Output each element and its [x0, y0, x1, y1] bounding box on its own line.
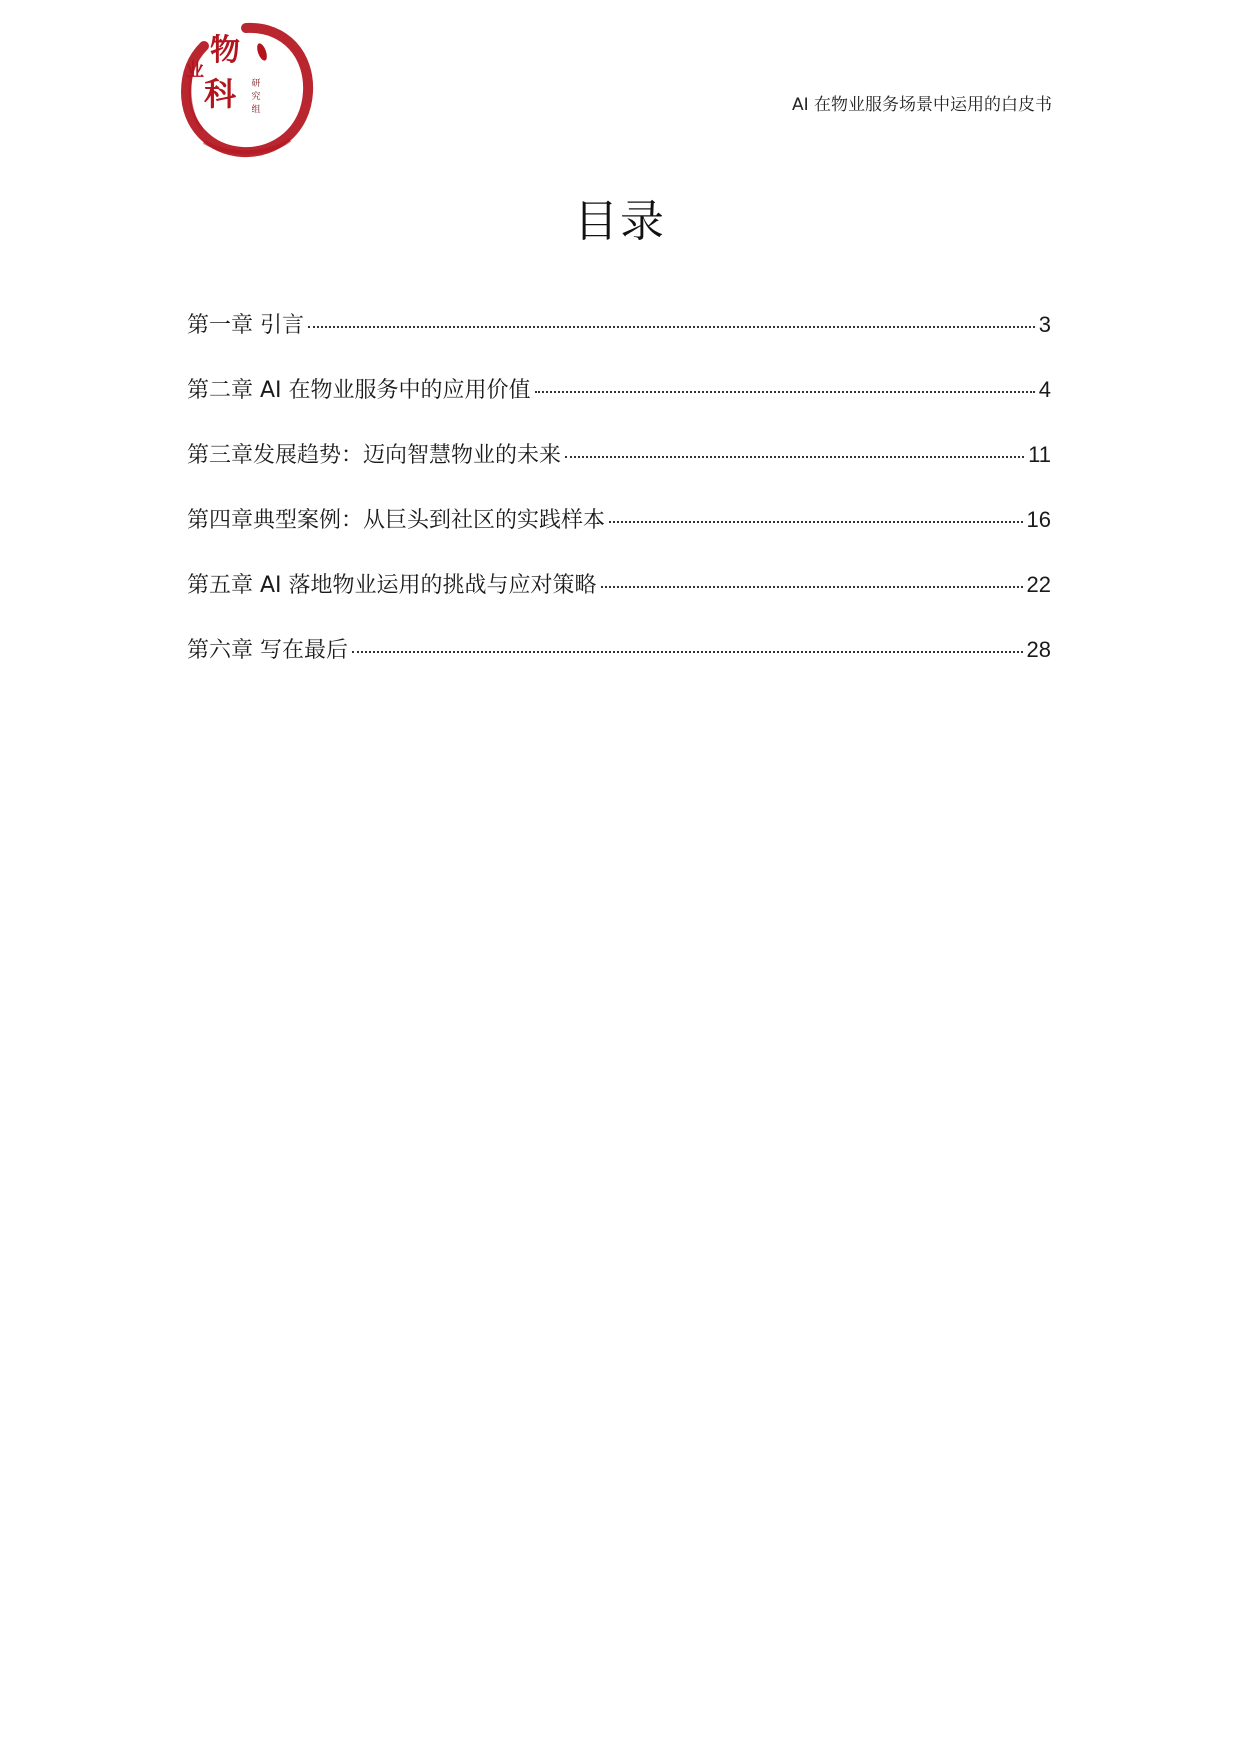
toc-dot-leader — [565, 456, 1024, 458]
toc-entry-text: 第六章 写在最后 — [187, 638, 348, 663]
toc-page-number: 22 — [1026, 572, 1051, 597]
toc-dot-leader — [308, 326, 1035, 328]
toc-page-number: 4 — [1038, 377, 1051, 402]
toc-page-number: 3 — [1038, 312, 1051, 337]
toc-entry-chapter-2[interactable] — [187, 373, 1051, 438]
running-header-title: AI 在物业服务场景中运用的白皮书 — [791, 95, 1052, 115]
toc-entry-text: 第三章发展趋势：迈向智慧物业的未来 — [187, 443, 562, 468]
toc-entry-text: 第一章 引言 — [187, 313, 304, 338]
toc-entry-chapter-5[interactable] — [187, 568, 1051, 633]
toc-entry-chapter-3[interactable] — [187, 438, 1051, 503]
logo-subtitle: 研究组 — [251, 79, 261, 115]
toc-dot-leader — [601, 586, 1023, 588]
toc-entry-chapter-6[interactable] — [187, 633, 1051, 698]
toc-page-number: 11 — [1028, 442, 1051, 467]
toc-entry-chapter-4[interactable] — [187, 503, 1051, 568]
toc-dot-leader — [609, 521, 1023, 523]
toc-dot-leader — [535, 391, 1035, 393]
logo-char-wu: 物 — [210, 33, 240, 68]
toc-entry-chapter-1[interactable] — [187, 308, 1051, 373]
logo — [178, 22, 314, 158]
toc-page-number: 28 — [1026, 637, 1051, 662]
logo-brush-circle — [178, 22, 314, 158]
table-of-contents — [187, 308, 1051, 698]
toc-dot-leader — [352, 651, 1023, 653]
logo-char-ye: 业 — [186, 60, 204, 81]
toc-entry-text: 第五章 AI 落地物业运用的挑战与应对策略 — [187, 573, 597, 598]
logo-char-ke: 科 — [204, 75, 237, 113]
toc-entry-text: 第二章 AI 在物业服务中的应用价值 — [187, 378, 531, 403]
toc-page-number: 16 — [1026, 507, 1051, 532]
toc-entry-text: 第四章典型案例：从巨头到社区的实践样本 — [187, 508, 606, 533]
page-title: 目录 — [574, 196, 666, 247]
